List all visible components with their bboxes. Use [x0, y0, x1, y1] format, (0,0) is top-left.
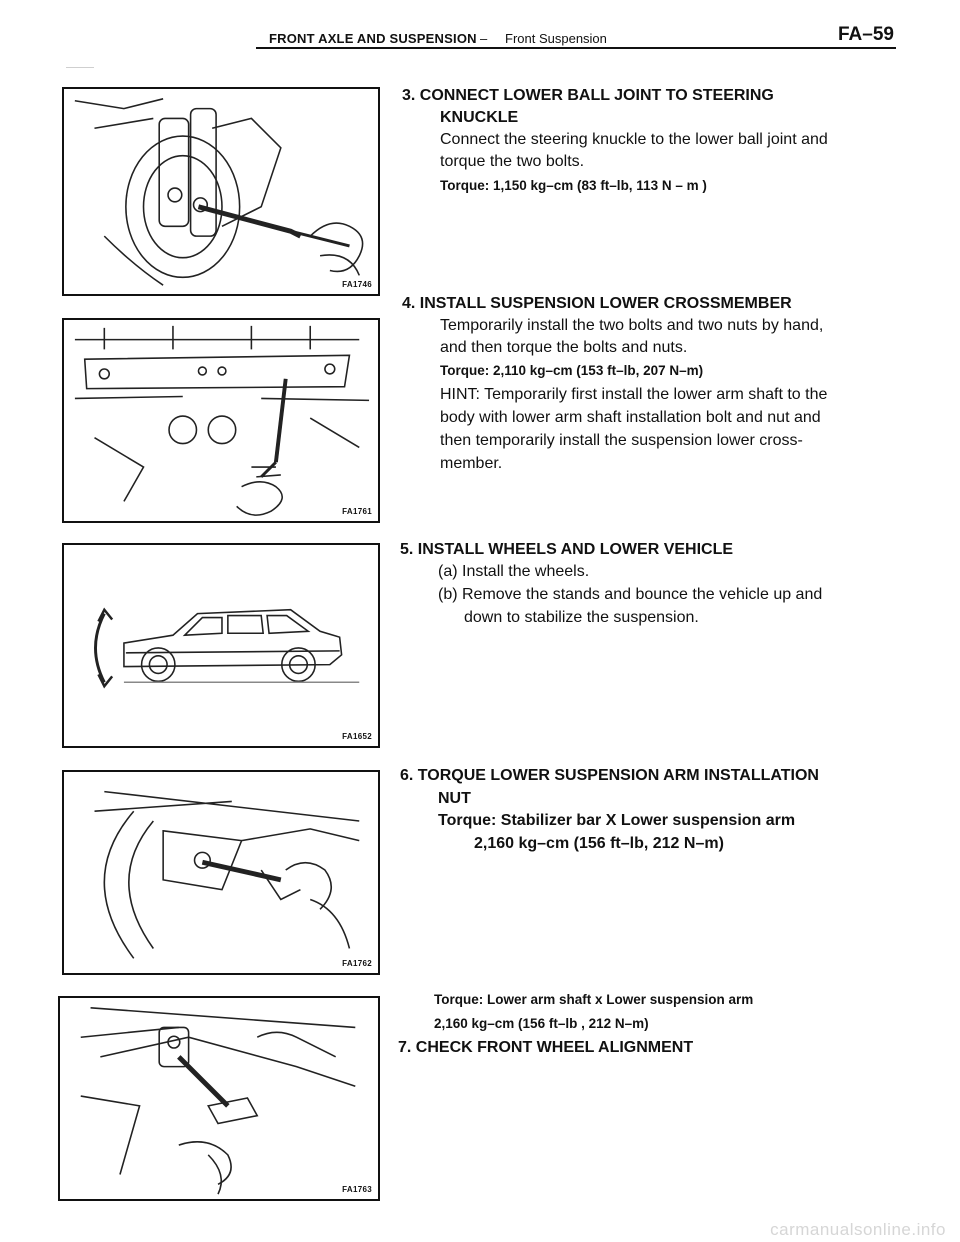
figure-code: FA1763	[342, 1185, 372, 1194]
step6-torque-b-line2: 2,160 kg–cm (156 ft–lb , 212 N–m)	[434, 1016, 649, 1031]
arm-nut-illustration-icon	[64, 772, 378, 973]
header-section-title: FRONT AXLE AND SUSPENSION	[269, 31, 477, 46]
figure-crossmember	[62, 318, 380, 523]
figure-code: FA1652	[342, 732, 372, 741]
header-separator: –	[480, 31, 488, 46]
step3-text-line2: torque the two bolts.	[440, 153, 585, 170]
figure-code: FA1762	[342, 959, 372, 968]
ball-joint-illustration-icon	[64, 89, 378, 294]
header-rule	[256, 47, 896, 49]
step4-hint-line1: HINT: Temporarily first install the lower arm shaft to the	[440, 386, 828, 403]
step5-item-a: (a) Install the wheels.	[438, 563, 590, 580]
step4-text-line1: Temporarily install the two bolts and two nuts by hand,	[440, 317, 824, 334]
step3-torque-spec: Torque: 1,150 kg–cm (83 ft–lb, 113 N – m )	[440, 178, 707, 193]
step3-title-line1: 3. CONNECT LOWER BALL JOINT TO STEERING	[402, 87, 774, 104]
step4-text-line2: and then torque the bolts and nuts.	[440, 339, 688, 356]
step7-title: 7. CHECK FRONT WHEEL ALIGNMENT	[398, 1039, 694, 1056]
step4-hint-line4: member.	[440, 455, 503, 472]
vehicle-bounce-illustration-icon	[64, 545, 378, 746]
crossmember-illustration-icon	[64, 320, 378, 521]
figure-vehicle-bounce	[62, 543, 380, 748]
page-number: FA–59	[838, 24, 894, 45]
step6-torque-line1: Torque: Stabilizer bar X Lower suspension arm	[438, 812, 796, 829]
step4-hint-line3: then temporarily install the suspension lower cross-	[440, 432, 803, 449]
header-subsection-title: Front Suspension	[505, 31, 607, 46]
step3-title-line2: KNUCKLE	[440, 109, 519, 126]
step5-item-b-line2: down to stabilize the suspension.	[464, 609, 699, 626]
figure-code: FA1746	[342, 280, 372, 289]
step4-hint-line2: body with lower arm shaft installation bolt and nut and	[440, 409, 821, 426]
figure-ball-joint	[62, 87, 380, 296]
step4-torque-spec: Torque: 2,110 kg–cm (153 ft–lb, 207 N–m)	[440, 363, 704, 378]
step6-title-line2: NUT	[438, 790, 471, 807]
arm-shaft-illustration-icon	[60, 998, 378, 1199]
step6-torque-line2: 2,160 kg–cm (156 ft–lb, 212 N–m)	[474, 835, 724, 852]
step5-title: 5. INSTALL WHEELS AND LOWER VEHICLE	[400, 541, 734, 558]
step3-text-line1: Connect the steering knuckle to the lower ball joint and	[440, 131, 828, 148]
watermark: carmanualsonline.info	[770, 1220, 946, 1239]
figure-arm-shaft	[58, 996, 380, 1201]
figure-code: FA1761	[342, 507, 372, 516]
corner-mark	[66, 67, 94, 68]
figure-arm-nut	[62, 770, 380, 975]
step4-title: 4. INSTALL SUSPENSION LOWER CROSSMEMBER	[402, 295, 792, 312]
step6-torque-b-line1: Torque: Lower arm shaft x Lower suspension arm	[434, 992, 754, 1007]
step6-title-line1: 6. TORQUE LOWER SUSPENSION ARM INSTALLATION	[400, 767, 819, 784]
step5-item-b-line1: (b) Remove the stands and bounce the vehicle up and	[438, 586, 823, 603]
